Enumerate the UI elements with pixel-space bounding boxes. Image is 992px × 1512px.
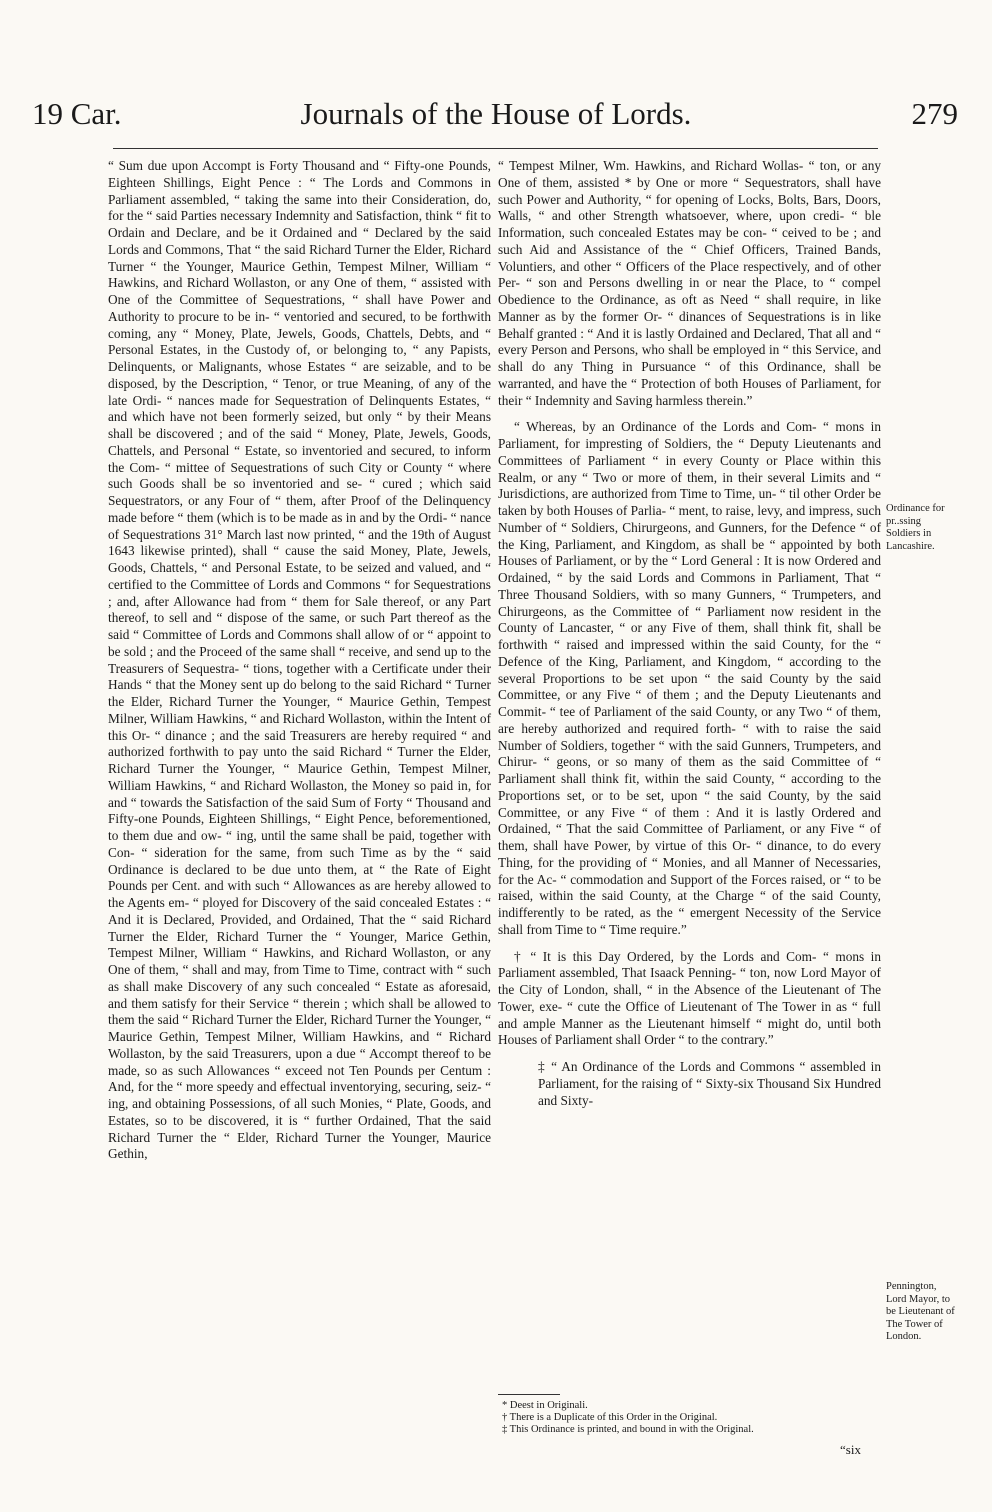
footnote-3: ‡ This Ordinance is printed, and bound in with the Original. — [502, 1424, 754, 1435]
margin-note-lancashire: Ordinance for pr..ssing Soldiers in Lancashire. — [886, 503, 945, 552]
footnote-1: * Deest in Originali. — [502, 1400, 588, 1411]
running-header — [0, 96, 992, 146]
catchword: “six — [840, 1442, 861, 1457]
ordinance-heading: ‡ “ An Ordinance of the Lords and Commons “ assembled in Parliament, for the raising of “ Sixty-six Thousand Six Hundred and Sixty- — [538, 1059, 881, 1108]
left-column-text: “ Sum due upon Accompt is Forty Thousand and “ Fifty-one Pounds, Eighteen Shillings, Eight Pence : “ The Lords and Commons in Parliament assembled, “ taking the same into their Consideration, do, for the “ said Parties necessary Indemnity and Satisfaction, think “ fit to Ordain and Declare, and be it Ordained and “ Declared by the said Lords and Commons, That “ the said Richard Turner the Elder, Richard Turner “ the Younger, Maurice Gethin, Tempest Milner, William “ Hawkins, and Richard Wollaston, or any One of them, “ assisted with One of the Committee of Sequestrations, “ shall have Power and Authority to procure to be in- “ ventoried and secured, to be forthwith coming, any “ Money, Plate, Jewels, Goods, Chattels, Debts, and “ Personal Estates, in the Custody of, or belonging to, “ any Papists, Delinquents, or Malignants, whose Estates “ are seizable, and to be disposed, by the Description, “ Tenor, or true Meaning, of any of the late Ordi- “ nances made for Sequestration of Delinquents Estates, “ and which have not been formerly seized, but only “ by their Means shall be discovered ; and of the said “ Money, Plate, Jewels, Goods, Chattels, and Personal “ Estate, so inventoried and secured, to inform the Com- “ mittee of Sequestrations of such City or County “ where such Goods shall be so inventoried and se- “ cured ; which said Sequestrators, or any Four of “ them, after Proof of the Delinquency made before “ them (which is to be made as in and by the Ordi- “ nance of Sequestrations 31° March last now printed, “ and the 19th of August 1643 likewise printed), shall “ cause the said Money, Plate, Jewels, Goods, Chattels, “ and Personal Estate, to be seized and valued, and “ certified to the Committee of Lords and Commons “ for Sequestrations ; and, after Allowance had from “ them for Sale thereof, or any Part thereof, to sell and “ dispose of the same, or such Part thereof as the said “ Committee of Lords and Commons shall allow of or “ appoint to be sold ; and the Proceed of the same shall “ receive, and send up to the Treasurers of Sequestra- “ tions, together with a Certificate under their Hands “ that the Money sent up do belong to the said Richard “ Turner the Elder, Richard Turner the Younger, “ Maurice Gethin, Tempest Milner, William Hawkins, “ and Richard Wollaston, within the Intent of this Or- “ dinance ; and the said Treasurers are hereby required “ and authorized forthwith to pay unto the said Richard “ Turner the Elder, Richard Turner the Younger, “ Maurice Gethin, Tempest Milner, William Hawkins, “ and Richard Wollaston, the Money so paid in, for and “ towards the Satisfaction of the said Sum of Forty “ Thousand and Fifty-one Pounds, Eighteen Shillings, “ Eight Pence, beforementioned, to them due and ow- “ ing, until the same shall be paid, together with Con- “ sideration for the same, from such Time as by the “ said Ordinance is declared to be due unto them, at “ the Rate of Eight Pounds per Cent. and with such “ Allowances as are hereby allowed to the Agents em- “ ployed for Discovery of the said concealed Estates : “ And it is Declared, Provided, and Ordained, That the “ said Richard Turner the Elder, Richard Turner the “ Younger, Marice Gethin, Tempest Milner, William “ Hawkins, and Richard Wollaston, or any One of them, “ shall and may, from Time to Time, contract with “ such as shall make Discovery of any such concealed “ Estate as aforesaid, and them satisfy for their Service “ therein ; which shall be allowed to them the said “ Richard Turner the Elder, Richard Turner the Younger, “ Maurice Gethin, Tempest Milner, William Hawkins, and “ Richard Wollaston, by the said Treasurers, upon a due “ Accompt thereof to be made, so as such Allowances “ exceed not Ten Pounds per Centum : And, for the “ more speedy and effectual inventorying, securing, seiz- “ ing, and obtaining Possessions, of all such Monies, “ Plate, Goods, and Estates, so to be discovered, it is “ further Ordained, That the said Richard Turner the “ Elder, Richard Turner the Younger, Maurice Gethin, — [108, 158, 491, 1162]
header-page-number: 279 — [911, 96, 958, 131]
right-column — [498, 158, 881, 1119]
pennington-order: † “ It is this Day Ordered, by the Lords and Com- “ mons in Parliament assembled, That Isaack Penning- “ ton, now Lord Mayor of the City of London, shall, “ in the Absence of the Lieutenant of The Tower, exe- “ cute the Office of Lieutenant of The Tower in as “ full and ample Manner as the Lieutenant himself “ might do, until both Houses of Parliament shall Order “ to the contrary.” — [498, 948, 881, 1048]
margin-note-pennington: Pennington, Lord Mayor, to be Lieutenant of The Tower of London. — [886, 1281, 955, 1342]
header-title: Journals of the House of Lords. — [300, 96, 692, 131]
footnotes — [502, 1400, 882, 1436]
left-column — [108, 158, 491, 1173]
lancashire-soldiers-ordinance: “ Whereas, by an Ordinance of the Lords and Com- “ mons in Parliament, for impresting of Soldiers, the “ Deputy Lieutenants and Committees of Parliament “ in every County or Place within this Realm, or any “ Two or more of them, in their several Limits and “ Jurisdictions, are authorized from Time to Time, un- “ til other Order be taken by both Houses of Parlia- “ ment, to raise, levy, and impress, such Number of “ Soldiers, Chirurgeons, and Gunners, for the Defence “ of the King, Parliament, and Kingdom, as shall be “ appointed by both Houses of Parliament, or by the “ Lord General : It is now Ordered and Ordained, “ by the said Lords and Commons in Parliament, That “ Three Thousand Soldiers, with so many Gunners, “ Trumpeters, and Chirurgeons, as the Committee of “ Parliament now resident in the County of Lancaster, “ or any Five of them, shall think fit, shall be forthwith “ raised and impressed within the said County, for the “ Defence of the King, Parliament, and Kingdom, “ according to the several Proportions to be set upon “ the said County by the said Committee, or any Five “ of them ; and the Deputy Lieutenants and Commit- “ tee of Parliament of the said County, or any Two “ of them, are hereby authorized and required forth- “ with to raise the said Number of Soldiers, together “ with the said Gunners, Trumpeters, and Chirur- “ geons, or so many of them as the said Committee of “ Parliament shall think fit, within the said County, “ according to the Proportions set, or to be set, upon “ the said County, by the said Committee, or any Five “ of them : And it is lastly Ordered and Ordained, “ That the said Committee of Parliament, or any Five “ of them, shall have Power, by virtue of this Or- “ dinance, to do every Thing, for the providing of “ Monies, and all Manner of Necessaries, for the Ac- “ commodation and Support of the Forces raised, or “ to be raised, within the said County, at the Charge “ of the said County, indifferently to be rated, as the “ emergent Necessity of the Service shall from Time to “ Time require.” — [498, 419, 881, 937]
sequestration-ordinance-conclusion: “ Tempest Milner, Wm. Hawkins, and Richard Wollas- “ ton, or any One of them, assisted * by One or more “ Sequestrators, shall have such Power and Authority, “ for opening of Locks, Bolts, Bars, Doors, Walls, “ and other Strength whatsoever, where, upon credi- “ ble Information, such concealed Estates may be con- “ ceived to be ; and such Aid and Assistance of the “ Chief Officers, Trained Bands, Voluntiers, and other “ Officers of the Place respectively, and of other Per- “ son and Persons dwelling in or near the Place, to “ compel Obedience to the Ordinance, as oft as Need “ shall require, in like Manner as by the former Or- “ dinances of Sequestrations is in like Behalf granted : “ And it is lastly Ordained and Declared, That all and “ every Person and Persons, who shall be employed in “ this Service, and shall do any Thing in Pursuance “ of this Ordinance, shall be warranted, and have the “ Protection of both Houses of Parliament, for their “ Indemnity and Saving harmless therein.” — [498, 158, 881, 408]
footnote-2: † There is a Duplicate of this Order in the Original. — [502, 1412, 718, 1423]
header-regnal-year: 19 Car. — [32, 96, 122, 131]
footnote-rule — [498, 1394, 560, 1395]
header-rule — [113, 148, 878, 149]
